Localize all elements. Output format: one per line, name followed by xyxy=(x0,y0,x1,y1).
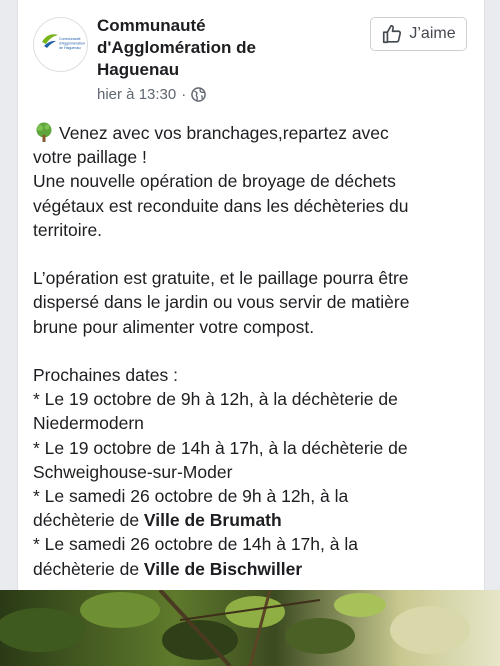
message-line: Niedermodern xyxy=(33,413,144,434)
page-name-line: Haguenau xyxy=(97,60,180,79)
message-line: brune pour alimenter votre compost. xyxy=(33,316,315,337)
post-timestamp[interactable]: hier à 13:30 xyxy=(97,86,177,103)
page-name-link[interactable] xyxy=(97,15,307,81)
message-line: Une nouvelle opération de broyage de déchets xyxy=(33,171,396,192)
page-avatar[interactable] xyxy=(33,17,88,72)
message-line: * Le samedi 26 octobre de 14h à 17h, à la xyxy=(33,534,358,555)
message-line: votre paillage ! xyxy=(33,147,147,168)
message-line: territoire. xyxy=(33,219,103,240)
message-line: L’opération est gratuite, et le paillage pourra être xyxy=(33,268,409,289)
post-meta xyxy=(97,86,206,103)
message-text: Venez avec vos branchages,repartez avec xyxy=(59,123,389,143)
page-name-line: Communauté xyxy=(97,16,206,35)
message-text: déchèterie de xyxy=(33,558,144,579)
deciduous-tree-icon xyxy=(33,122,55,142)
message-line: Prochaines dates : xyxy=(33,365,178,385)
message-line: Schweighouse-sur-Moder xyxy=(33,461,233,482)
logo-text-line-1: Communauté xyxy=(59,37,81,41)
message-line: végétaux est reconduite dans les déchèteries du xyxy=(33,195,409,216)
post-card xyxy=(17,0,485,590)
message-blank-line xyxy=(33,242,473,266)
foliage-photo xyxy=(0,590,500,666)
message-text: déchèterie de xyxy=(33,510,144,531)
message-line: * Le 19 octobre de 14h à 17h, à la déchèterie de xyxy=(33,437,408,458)
globe-icon[interactable] xyxy=(191,87,206,102)
thumbs-up-icon xyxy=(381,23,403,45)
like-button-label: J’aime xyxy=(409,25,456,42)
message-line: * Le samedi 26 octobre de 9h à 12h, à la xyxy=(33,486,349,507)
meta-separator: · xyxy=(181,86,187,103)
tagged-page-bischwiller[interactable]: Ville de Bischwiller xyxy=(143,558,303,579)
post-message xyxy=(33,121,473,581)
logo-text-line-3: de Haguenau xyxy=(59,46,81,50)
message-blank-line xyxy=(33,339,473,363)
message-line xyxy=(33,557,473,581)
message-line: * Le 19 octobre de 9h à 12h, à la déchèterie de xyxy=(33,389,398,410)
message-line: dispersé dans le jardin ou vous servir de matière xyxy=(33,292,410,313)
tagged-page-brumath[interactable]: Ville de Brumath xyxy=(143,510,282,531)
message-line xyxy=(33,508,473,532)
logo-text-line-2: d'Agglomération xyxy=(59,41,85,46)
like-page-button[interactable] xyxy=(370,17,467,51)
page-logo xyxy=(34,18,87,71)
page-name-line: d'Agglomération de xyxy=(97,38,256,57)
message-line xyxy=(33,121,473,145)
post-photo[interactable] xyxy=(0,590,500,666)
